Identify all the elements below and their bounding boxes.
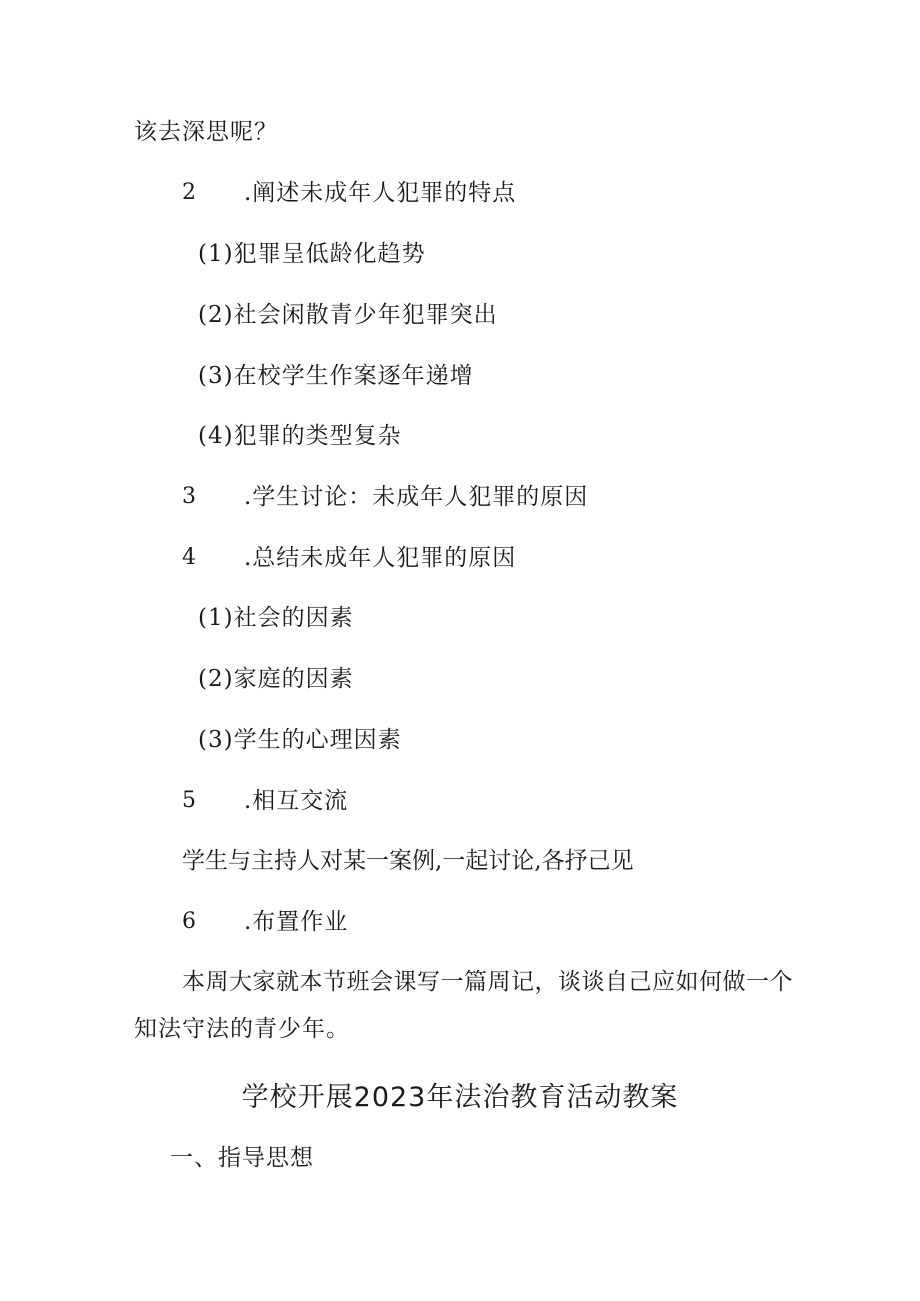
list-number: 5 <box>182 788 196 813</box>
list-item-text: .布置作业 <box>244 909 349 935</box>
paragraph-line: 本周大家就本节班会课写一篇周记，谈谈自己应如何做一个 <box>182 969 793 995</box>
list-item-text: .阐述未成年人犯罪的特点 <box>244 180 517 206</box>
sub-item: (2)家庭的因素 <box>198 666 354 692</box>
document-title: 学校开展2023年法治教育活动教案 <box>241 1082 679 1113</box>
sub-item: (2)社会闲散青少年犯罪突出 <box>198 302 498 328</box>
sub-item: (1)社会的因素 <box>198 605 354 631</box>
section-heading: 一、指导思想 <box>170 1145 314 1171</box>
list-number: 6 <box>182 909 196 934</box>
list-number: 3 <box>182 484 196 509</box>
list-item-text: .总结未成年人犯罪的原因 <box>244 545 517 571</box>
sub-item: (4)犯罪的类型复杂 <box>198 423 402 449</box>
sub-item: (3)在校学生作案逐年递增 <box>198 363 474 389</box>
sub-item: (3)学生的心理因素 <box>198 727 402 753</box>
list-item-text: .相互交流 <box>244 788 349 814</box>
list-number: 4 <box>182 545 196 570</box>
paragraph-line: 知法守法的青少年。 <box>134 1016 350 1042</box>
sub-item: (1)犯罪呈低龄化趋势 <box>198 241 426 267</box>
list-number: 2 <box>182 180 196 205</box>
paragraph-line: 该去深思呢？ <box>134 119 278 145</box>
paragraph-line: 学生与主持人对某一案例,一起讨论,各抒己见 <box>182 848 634 874</box>
list-item-text: .学生讨论：未成年人犯罪的原因 <box>244 484 589 510</box>
